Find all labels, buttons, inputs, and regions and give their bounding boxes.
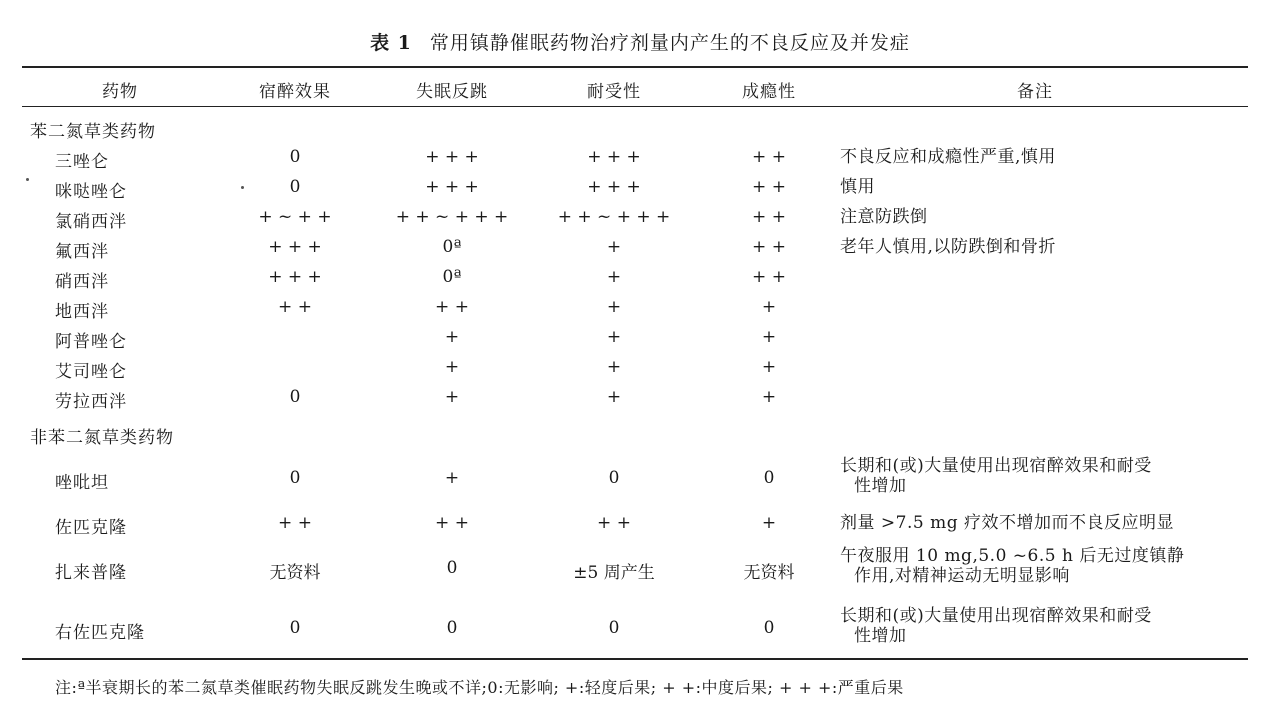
table-row: [0, 606, 1280, 650]
cell-note: [840, 546, 1230, 586]
cell-note: 注意防跌倒: [840, 207, 928, 227]
cell-note: 不良反应和成瘾性严重,慎用: [840, 147, 1056, 167]
cell-hangover: 0: [289, 147, 301, 167]
cell-drug: 艾司唑仑: [55, 362, 127, 382]
cell-tolerance: +: [606, 327, 622, 347]
cell-tolerance: + + +: [587, 177, 641, 197]
scan-speck: [241, 186, 244, 189]
cell-note: 老年人慎用,以防跌倒和骨折: [840, 237, 1056, 257]
cell-drug: 咪哒唑仑: [55, 182, 127, 202]
cell-note-line1: 午夜服用 10 mg,5.0 ~6.5 h 后无过度镇静: [840, 546, 1185, 566]
cell-drug: 唑吡坦: [55, 473, 109, 493]
cell-addiction: +: [761, 297, 777, 317]
table-row: [0, 173, 1280, 203]
cell-addiction: + +: [752, 237, 786, 257]
header-drug: 药物: [102, 82, 138, 102]
cell-addiction: 0: [763, 618, 775, 638]
cell-addiction: +: [761, 513, 777, 533]
cell-drug: 劳拉西泮: [55, 392, 127, 412]
cell-tolerance: +: [606, 387, 622, 407]
cell-hangover: 0: [289, 177, 301, 197]
cell-tolerance: + +: [597, 513, 631, 533]
header-addiction: 成瘾性: [742, 82, 796, 102]
cell-addiction: + +: [752, 147, 786, 167]
header-rule: [22, 106, 1248, 107]
table-row: [0, 323, 1280, 353]
cell-note-line1: 长期和(或)大量使用出现宿醉效果和耐受: [840, 606, 1152, 626]
cell-rebound: 0ª: [442, 237, 462, 257]
table-title: [0, 28, 1280, 55]
cell-addiction: 0: [763, 468, 775, 488]
cell-drug: 氯硝西泮: [55, 212, 127, 232]
table-row: [0, 456, 1280, 500]
cell-hangover: 0: [289, 618, 301, 638]
table-row: [0, 509, 1280, 539]
cell-drug: 阿普唑仑: [55, 332, 127, 352]
table-row: [0, 263, 1280, 293]
header-hangover: 宿醉效果: [259, 82, 331, 102]
group-label-nonbzd: 非苯二氮草类药物: [30, 428, 174, 448]
cell-rebound: +: [444, 357, 460, 377]
cell-hangover: 无资料: [269, 563, 321, 583]
cell-addiction: +: [761, 327, 777, 347]
cell-rebound: + + ~ + + +: [395, 207, 509, 227]
cell-rebound: 0: [446, 618, 458, 638]
header-rebound: 失眠反跳: [416, 82, 488, 102]
cell-hangover: + + +: [268, 237, 322, 257]
cell-hangover: + + +: [268, 267, 322, 287]
cell-rebound: 0ª: [442, 267, 462, 287]
cell-addiction: 无资料: [743, 563, 795, 583]
cell-addiction: + +: [752, 177, 786, 197]
cell-rebound: +: [444, 327, 460, 347]
cell-note-line2: 性增加: [854, 476, 907, 496]
top-rule: [22, 66, 1248, 68]
cell-rebound: +: [444, 387, 460, 407]
cell-rebound: + +: [435, 297, 469, 317]
cell-note: 慎用: [840, 177, 875, 197]
cell-drug: 氟西泮: [55, 242, 109, 262]
cell-hangover: + +: [278, 297, 312, 317]
cell-drug: 地西泮: [55, 302, 109, 322]
cell-note: 剂量 >7.5 mg 疗效不增加而不良反应明显: [840, 513, 1174, 533]
cell-note-line1: 长期和(或)大量使用出现宿醉效果和耐受: [840, 456, 1152, 476]
cell-rebound: 0: [446, 558, 458, 578]
cell-rebound: + + +: [425, 177, 479, 197]
cell-note-line2: 作用,对精神运动无明显影响: [854, 566, 1070, 586]
cell-tolerance: +: [606, 237, 622, 257]
cell-rebound: + +: [435, 513, 469, 533]
cell-tolerance: + + ~ + + +: [557, 207, 671, 227]
table-row: [0, 293, 1280, 323]
cell-drug: 右佐匹克隆: [55, 623, 145, 643]
cell-hangover: + +: [278, 513, 312, 533]
table-row: [0, 383, 1280, 413]
cell-tolerance: + + +: [587, 147, 641, 167]
cell-rebound: + + +: [425, 147, 479, 167]
header-tolerance: 耐受性: [587, 82, 641, 102]
header-note: 备注: [1017, 82, 1053, 102]
cell-drug: 三唑仑: [55, 152, 109, 172]
cell-rebound: +: [444, 468, 460, 488]
table-label: 表 1: [370, 32, 412, 54]
cell-tolerance: +: [606, 297, 622, 317]
cell-drug: 硝西泮: [55, 272, 109, 292]
cell-note-line2: 性增加: [854, 626, 907, 646]
cell-tolerance: 0: [608, 618, 620, 638]
cell-drug: 扎来普隆: [55, 563, 127, 583]
table-row: [0, 353, 1280, 383]
cell-tolerance: +: [606, 357, 622, 377]
cell-tolerance: ±5 周产生: [573, 563, 655, 583]
cell-note: [840, 456, 1230, 496]
table-row: [0, 143, 1280, 173]
cell-addiction: + +: [752, 207, 786, 227]
cell-hangover: + ~ + +: [258, 207, 332, 227]
cell-addiction: +: [761, 357, 777, 377]
cell-tolerance: +: [606, 267, 622, 287]
cell-drug: 佐匹克隆: [55, 518, 127, 538]
cell-addiction: + +: [752, 267, 786, 287]
cell-hangover: 0: [289, 468, 301, 488]
bottom-rule: [22, 658, 1248, 660]
scan-speck: [26, 178, 29, 181]
table-footnote: 注:ª半衰期长的苯二氮草类催眠药物失眠反跳发生晚或不详;0:无影响; +:轻度后果; + +:中度后果; + + +:严重后果: [55, 678, 904, 697]
group-label-bzd: 苯二氮草类药物: [30, 122, 156, 142]
table-row: [0, 203, 1280, 233]
cell-addiction: +: [761, 387, 777, 407]
cell-tolerance: 0: [608, 468, 620, 488]
table-row: [0, 546, 1280, 590]
cell-hangover: 0: [289, 387, 301, 407]
table-row: [0, 233, 1280, 263]
cell-note: [840, 606, 1230, 646]
table-caption: 常用镇静催眠药物治疗剂量内产生的不良反应及并发症: [429, 32, 910, 54]
